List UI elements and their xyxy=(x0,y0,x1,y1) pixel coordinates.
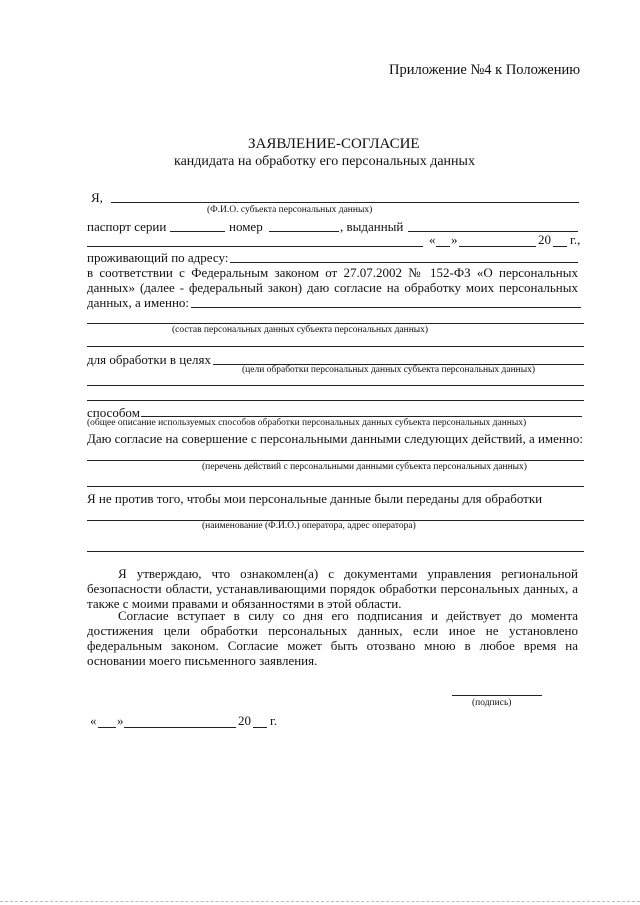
issue-year-suffix: г., xyxy=(570,232,581,247)
operator-caption: (наименование (Ф.И.О.) оператора, адрес оператора) xyxy=(202,521,416,531)
purpose-label: для обработки в целях xyxy=(87,352,211,367)
transfer-text: Я не против того, чтобы мои персональные данные были переданы для обработки xyxy=(87,491,543,506)
purpose-line-3[interactable] xyxy=(87,400,584,401)
passport-series-label: паспорт серии xyxy=(87,219,167,234)
purpose-line-2[interactable] xyxy=(87,385,584,386)
footer-year-line[interactable] xyxy=(253,727,267,728)
law-paragraph-line-1: в соответствии с Федеральным законом от 27.07.2002 № 152-ФЗ «О персональных xyxy=(87,265,578,280)
issue-year-line[interactable] xyxy=(553,246,567,247)
data-composition-line-1[interactable] xyxy=(191,307,581,308)
issued-by-line-2[interactable] xyxy=(87,246,423,247)
footer-day-line[interactable] xyxy=(98,727,116,728)
address-line[interactable] xyxy=(230,262,578,263)
actions-caption: (перечень действий с персональными данными субъекта персональных данных) xyxy=(202,462,527,472)
issued-label: , выданный xyxy=(340,219,404,234)
address-label: проживающий по адресу: xyxy=(87,250,229,265)
footer-open-quote: « xyxy=(90,713,97,728)
operator-line-2[interactable] xyxy=(87,551,584,552)
date-close-quote: » xyxy=(451,232,458,247)
page-bottom-edge xyxy=(0,901,640,902)
consent-line-4: основании моего письменного заявления. xyxy=(87,653,318,668)
purpose-caption: (цели обработки персональных данных субъекта персональных данных) xyxy=(242,365,536,375)
confirm-line-1: Я утверждаю, что ознакомлен(а) с документами управления региональной xyxy=(118,566,578,581)
data-composition-line-2[interactable] xyxy=(87,323,584,324)
document-title: ЗАЯВЛЕНИЕ-СОГЛАСИЕ xyxy=(248,136,420,152)
actions-line-1[interactable] xyxy=(87,460,584,461)
signature-line[interactable] xyxy=(452,695,542,696)
actions-text: Даю согласие на совершение с персональными данными следующих действий, а именно: xyxy=(87,431,583,446)
footer-close-quote: » xyxy=(117,713,124,728)
appendix-label: Приложение №4 к Положению xyxy=(389,62,581,78)
consent-line-2: достижения цели обработки персональных данных, если иное не установлено xyxy=(87,623,578,638)
fio-line[interactable] xyxy=(111,202,579,203)
method-line[interactable] xyxy=(141,416,582,417)
consent-line-1: Согласие вступает в силу со дня его подписания и действует до момента xyxy=(118,608,578,623)
signature-caption: (подпись) xyxy=(472,698,512,708)
document-subtitle: кандидата на обработку его персональных данных xyxy=(174,154,475,169)
confirm-line-2: безопасности области, устанавливающими порядок обработки персональных данных, а xyxy=(87,581,578,596)
footer-month-line[interactable] xyxy=(124,727,236,728)
date-open-quote: « xyxy=(429,232,436,247)
footer-year-suffix: г. xyxy=(270,713,278,728)
issue-year-prefix: 20 xyxy=(538,232,551,247)
law-paragraph-line-3: данных, а именно: xyxy=(87,295,190,310)
data-composition-line-3[interactable] xyxy=(87,346,584,347)
passport-series-line[interactable] xyxy=(170,231,225,232)
issue-month-line[interactable] xyxy=(459,246,536,247)
actions-line-2[interactable] xyxy=(87,486,584,487)
passport-number-line[interactable] xyxy=(269,231,339,232)
composition-caption: (состав персональных данных субъекта персональных данных) xyxy=(172,325,429,335)
fio-caption: (Ф.И.О. субъекта персональных данных) xyxy=(207,205,373,215)
footer-year-prefix: 20 xyxy=(238,713,251,728)
issue-day-line[interactable] xyxy=(436,246,450,247)
method-label: способом xyxy=(87,405,140,420)
ya-label: Я, xyxy=(91,190,103,205)
confirm-line-3: также с моими правами и обязанностями в этой области. xyxy=(87,596,402,611)
law-paragraph-line-2: данных» (далее - федеральный закон) даю согласие на обработку моих персональных xyxy=(87,280,578,295)
method-caption: (общее описание используемых способов обработки персональных данных субъекта персональных данных) xyxy=(87,418,527,428)
passport-number-label: номер xyxy=(229,219,263,234)
consent-line-3: федеральным законом. Согласие может быть отозвано мною в любое время на xyxy=(87,638,578,653)
